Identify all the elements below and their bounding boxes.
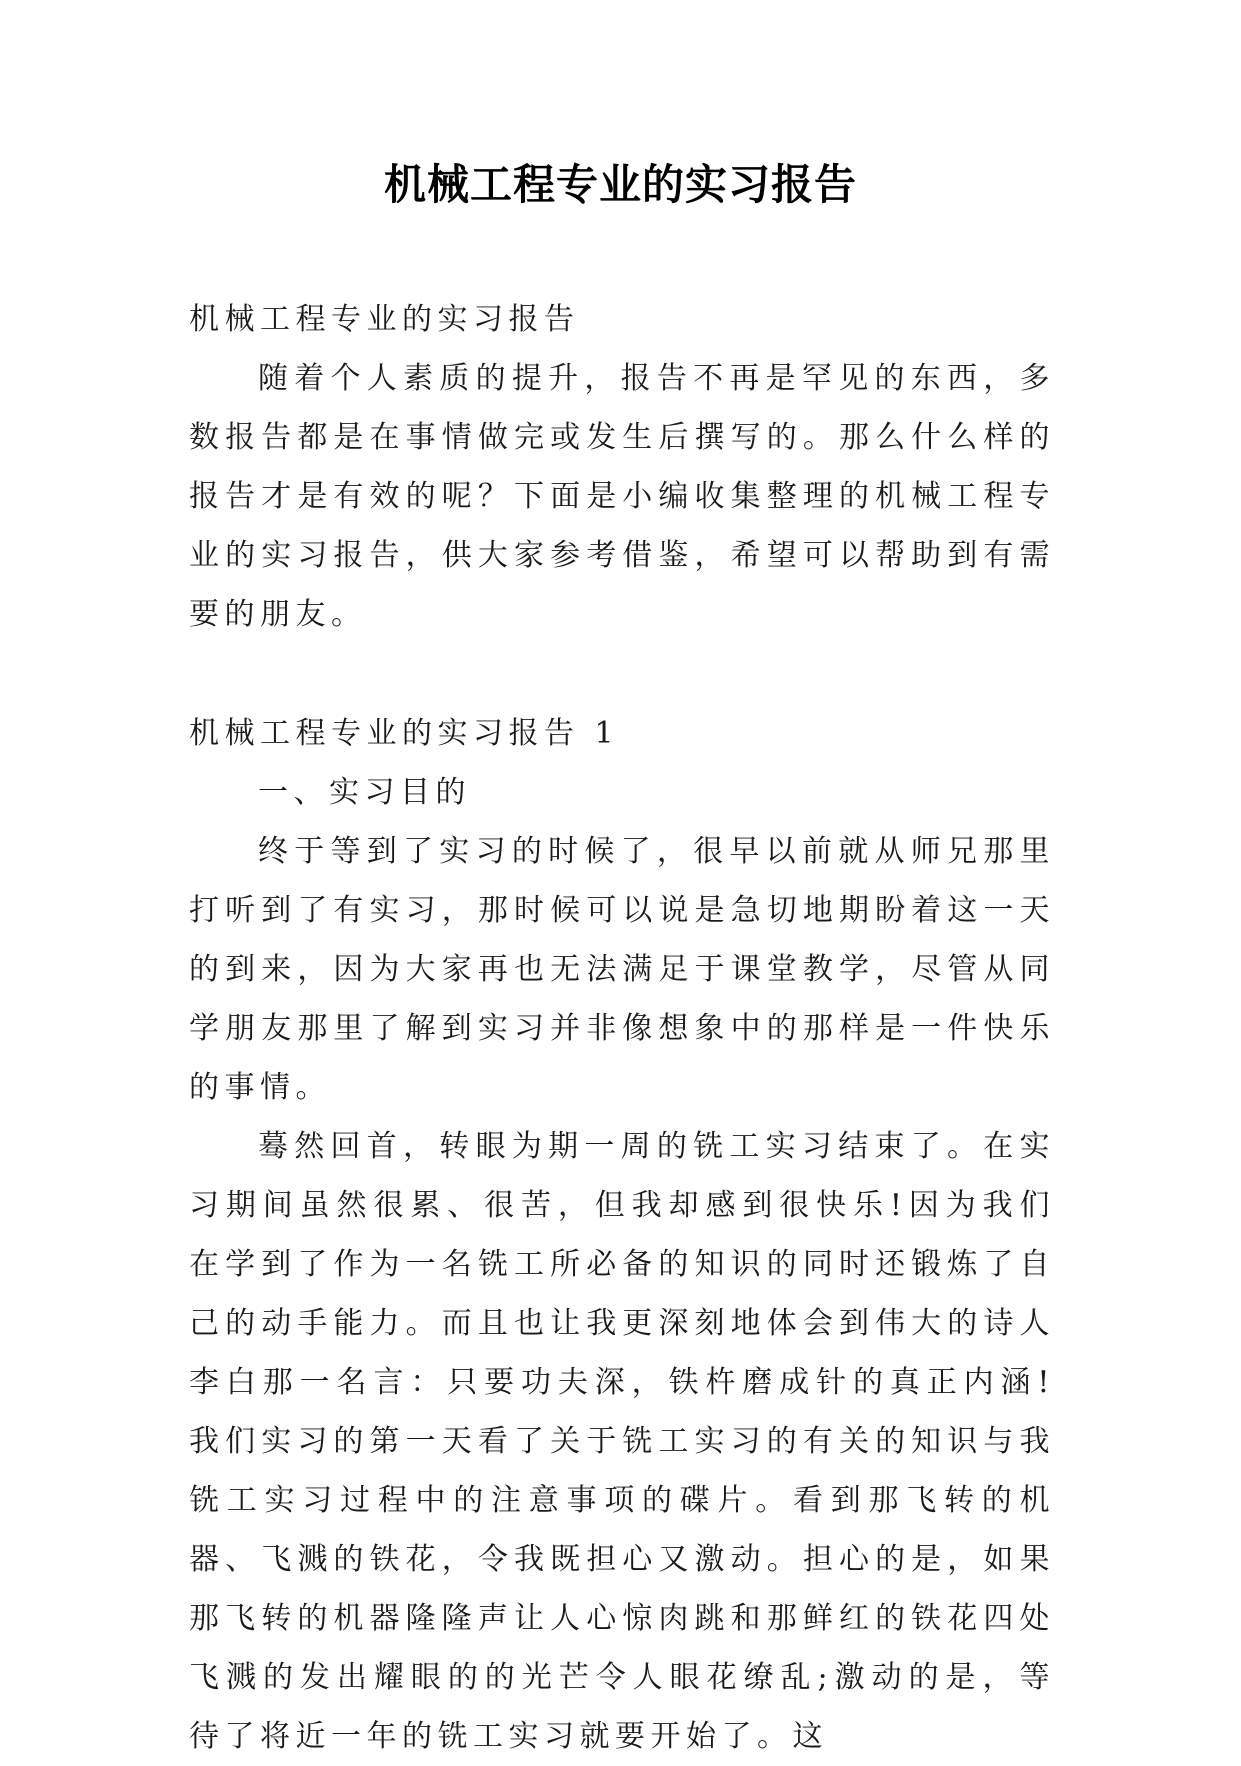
document-subtitle: 机械工程专业的实习报告	[189, 302, 580, 337]
section-heading: 机械工程专业的实习报告 1	[189, 716, 620, 751]
section-subheading: 一、实习目的	[258, 775, 471, 810]
body-paragraph-1: 终于等到了实习的时候了，很早以前就从师兄那里打听到了有实习，那时候可以说是急切地期盼着这一天的到来，因为大家再也无法满足于课堂教学，尽管从同学朋友那里了解到实习并非像想象中的那样是一件快乐的事情。	[189, 834, 1055, 1105]
intro-paragraph: 随着个人素质的提升，报告不再是罕见的东西，多数报告都是在事情做完或发生后撰写的。那么什么样的报告才是有效的呢？下面是小编收集整理的机械工程专业的实习报告，供大家参考借鉴，希望可以帮助到有需要的朋友。	[189, 361, 1055, 632]
body-paragraph-2: 蓦然回首，转眼为期一周的铣工实习结束了。在实习期间虽然很累、很苦，但我却感到很快乐!因为我们在学到了作为一名铣工所必备的知识的同时还锻炼了自己的动手能力。而且也让我更深刻地体会到伟大的诗人李白那一名言：只要功夫深，铁杵磨成针的真正内涵!我们实习的第一天看了关于铣工实习的有关的知识与我铣工实习过程中的注意事项的碟片。看到那飞转的机器、飞溅的铁花，令我既担心又激动。担心的是，如果那飞转的机器隆隆声让人心惊肉跳和那鲜红的铁花四处飞溅的发出耀眼的的光芒令人眼花缭乱;激动的是，等待了将近一年的铣工实习就要开始了。这	[189, 1129, 1055, 1754]
document-body	[189, 290, 1055, 1766]
document-title: 机械工程专业的实习报告	[383, 160, 857, 209]
